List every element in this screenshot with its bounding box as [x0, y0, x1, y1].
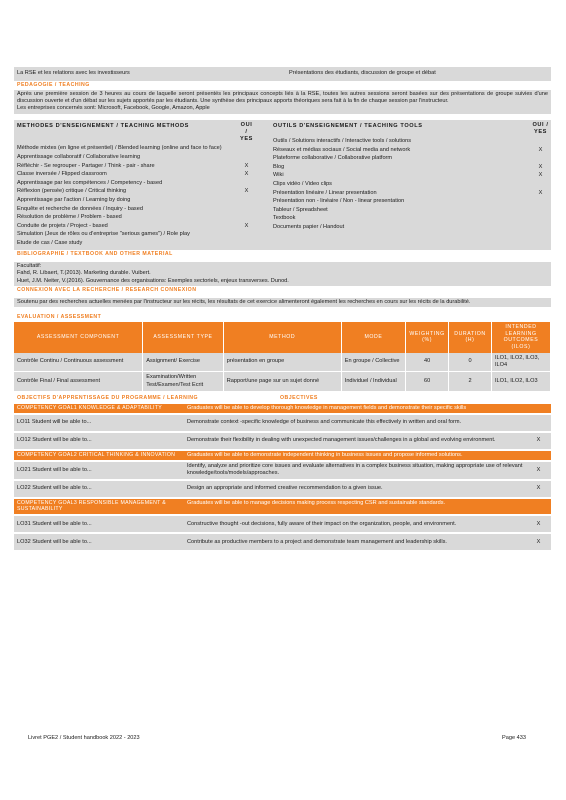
evaluation-column-header: ASSESSMENT COMPONENT [14, 322, 143, 353]
method-row-mark [239, 231, 254, 240]
method-row-mark [239, 145, 254, 154]
method-row-mark: X [244, 188, 249, 195]
evaluation-column-header: WEIGHTING (%) [406, 322, 449, 353]
tool-row-label: Textbook [273, 215, 296, 222]
method-row [14, 214, 254, 223]
evaluation-column-header: MODE [341, 322, 405, 353]
learning-outcome-row [14, 516, 551, 532]
learning-outcome-row [14, 534, 551, 550]
method-row-mark [239, 180, 254, 189]
method-row-label: Réflexion (pensée) critique / Critical thinking [17, 188, 127, 195]
competency-goal: COMPETENCY GOAL3 RESPONSIBLE MANAGEMENT & SUSTAINABILITY [17, 499, 167, 513]
evaluation-cell-duration: 0 [449, 353, 492, 372]
method-row-mark: X [244, 171, 249, 178]
tool-row-label: Plateforme collaborative / Collaborative platform [273, 155, 393, 162]
method-row-label: Etude de cas / Case study [17, 239, 83, 246]
evaluation-heading: EVALUATION / ASSESSMENT [17, 314, 102, 321]
evaluation-cell-method: présentation en groupe [223, 353, 341, 372]
evaluation-column-header: DURATION (H) [449, 322, 492, 353]
tool-row [270, 172, 551, 181]
evaluation-cell-weight: 40 [406, 353, 449, 372]
learning-outcome-code: LO12 Student will be able to... [17, 437, 92, 444]
tool-row-mark [530, 224, 551, 233]
tool-row-label: Outils / Solutions interactifs / Interactive tools / solutions [273, 138, 412, 145]
competency-goal: COMPETENCY GOAL2 CRITICAL THINKING & INNOVATION [17, 451, 176, 458]
tool-row [270, 224, 551, 233]
tool-row [270, 181, 551, 190]
objectives-label-right: OBJECTIVES [280, 394, 318, 401]
learning-outcome-text: Demonstrate their flexibility in dealing with unexpected management issues/challenges in a global and evolving environment. [187, 437, 496, 444]
learning-outcome-mark: X [536, 520, 541, 527]
competency-goal-row [14, 451, 551, 460]
tool-row-label: Clips vidéo / Video clips [273, 181, 332, 188]
tool-row-mark: X [538, 163, 543, 170]
tool-row [270, 190, 551, 199]
evaluation-column-header: METHOD [223, 322, 341, 353]
tool-row-mark [530, 215, 551, 224]
tool-row-mark [530, 181, 551, 190]
tool-row-label: Tableur / Spreadsheet [273, 206, 328, 213]
method-row-label: Simulation (Jeux de rôles ou d'entreprise "serious games") / Role play [17, 231, 190, 238]
tools-column [270, 122, 551, 249]
method-row-mark [239, 206, 254, 215]
method-row [14, 163, 254, 172]
research-heading: CONNEXION AVEC LA RECHERCHE / RESEARCH CONNEXION [17, 287, 197, 294]
learning-outcome-code: LO21 Student will be able to... [17, 466, 92, 473]
objectives-label: OBJECTIFS D'APPRENTISSAGE DU PROGRAMME / LEARNING [17, 394, 199, 401]
objectives-heading [14, 395, 551, 402]
methods-column [14, 122, 254, 249]
method-row-mark: X [244, 222, 249, 229]
evaluation-cell-duration: 2 [449, 372, 492, 392]
tools-list [270, 138, 551, 233]
method-row [14, 188, 254, 197]
tool-row [270, 155, 551, 164]
methods-list [14, 145, 254, 248]
method-row-label: Conduite de projets / Project - based [17, 222, 108, 229]
learning-outcome-text: Demonstrate context -specific knowledge of business and communicate this effectively in written and oral form. [187, 419, 462, 426]
footer-handbook: Livret PGE2 / Student handbook 2022 - 2023 [28, 735, 140, 741]
evaluation-row [14, 372, 551, 392]
learning-outcome-text: Design an appropriate and informed creative recommendation to a given issue. [187, 485, 383, 492]
method-row [14, 171, 254, 180]
method-row-mark [239, 214, 254, 223]
method-row-label: Méthode mixtes (en ligne et présentiel) / Blended learning (online and face to face) [17, 145, 222, 152]
method-row-mark [239, 240, 254, 249]
tool-row [270, 138, 551, 147]
bibliography-list [17, 270, 548, 285]
competency-goal: COMPETENCY GOAL1 KNOWLEDGE & ADAPTABILITY [17, 404, 162, 411]
methods-section [14, 120, 551, 251]
evaluation-cell-ilo: ILO1, ILO2, ILO3 [491, 372, 550, 392]
pedagogy-companies: Les entreprises concernés sont: Microsoft, Facebook, Google, Amazon, Apple [17, 105, 210, 112]
method-row-label: Apprentissage par l'action / Learning by doing [17, 196, 131, 203]
evaluation-column-header: INTENDED LEARNING OUTCOMES (ILOS) [491, 322, 550, 353]
tool-row-label: Réseaux et médias sociaux / Social media and network [273, 146, 411, 153]
method-row [14, 206, 254, 215]
evaluation-header-row [14, 322, 551, 353]
learning-outcome-code: LO11 Student will be able to... [17, 419, 92, 426]
learning-outcome-code: LO31 Student will be able to... [17, 520, 92, 527]
learning-outcome-text: Contribute as productive members to a project and demonstrate team management and leadership skills. [187, 538, 447, 545]
course-page [14, 67, 551, 550]
learning-outcome-code: LO22 Student will be able to... [17, 485, 92, 492]
course-title: La RSE et les relations avec les investisseurs [17, 70, 130, 77]
learning-outcome-text: Identify, analyze and prioritize core issues and evaluate alternatives in a complex business situation, making appropriate use of relevant knowledge/tools/models/approaches. [187, 463, 523, 477]
page-number: Page 433 [502, 735, 526, 741]
methods-yes-label: OUI / YES [240, 121, 253, 143]
tool-row-mark: X [538, 146, 543, 153]
method-row-mark [239, 154, 254, 163]
competency-goal-row [14, 404, 551, 413]
method-row-mark [239, 197, 254, 206]
evaluation-table [14, 322, 551, 392]
objectives-table [14, 404, 551, 551]
tool-row [270, 147, 551, 156]
tools-heading: OUTILS D'ENSEIGNEMENT / TEACHING TOOLS [273, 122, 423, 129]
method-row [14, 180, 254, 189]
course-format: Présentations des étudiants, discussion de groupe et débat [289, 70, 436, 77]
tool-row-label: Blog [273, 163, 285, 170]
tool-row-mark [530, 198, 551, 207]
evaluation-cell-type: Assignment/ Exercise [143, 353, 223, 372]
research-text: Soutenu par des recherches actuelles menées par l'instructeur sur les récits, les résultats de cet exercice alimenteront également les recherches en cours sur les récits de la durabilité. [14, 298, 551, 307]
evaluation-cell-ilo: ILO1, ILO2, ILO3, ILO4 [491, 353, 550, 372]
tool-row [270, 207, 551, 216]
method-row [14, 231, 254, 240]
tools-yes-label: OUI / YES [532, 121, 549, 135]
tool-row [270, 164, 551, 173]
tool-row-label: Documents papier / Handout [273, 224, 345, 231]
course-header [14, 67, 551, 81]
tool-row-mark [530, 155, 551, 164]
tool-row-mark: X [538, 172, 543, 179]
learning-outcome-mark: X [536, 437, 541, 444]
method-row-label: Réfléchir - Se regrouper - Partager / Think - pair - share [17, 162, 155, 169]
method-row-mark: X [244, 162, 249, 169]
competency-goal-row [14, 499, 551, 515]
learning-outcome-row [14, 415, 551, 431]
bibliography-heading: BIBLIOGRAPHIE / TEXTBOOK AND OTHER MATERIAL [17, 251, 173, 258]
evaluation-cell-component: Contrôle Continu / Continuous assessment [14, 353, 143, 372]
tool-row-label: Wiki [273, 172, 284, 179]
learning-outcome-row [14, 481, 551, 497]
method-row-label: Apprentissage par les compétences / Competency - based [17, 179, 163, 186]
method-row-label: Apprentissage collaboratif / Collaborative learning [17, 153, 141, 160]
method-row-label: Enquête et recherche de données / Inquiry - based [17, 205, 143, 212]
bibliography-label: Facultatif: [17, 263, 42, 270]
evaluation-column-header: ASSESSMENT TYPE [143, 322, 223, 353]
evaluation-cell-component: Contrôle Final / Final assessment [14, 372, 143, 392]
method-row [14, 240, 254, 249]
method-row [14, 197, 254, 206]
learning-outcome-row [14, 462, 551, 479]
method-row [14, 154, 254, 163]
method-row-label: Résolution de problème / Problem - based [17, 214, 122, 221]
competency-statement: Graduates will be able to develop thorough knowledge in management fields and demonstrate their specific skills [187, 404, 467, 411]
evaluation-cell-method: Rapport/une page sur un sujet donné [223, 372, 341, 392]
evaluation-cell-weight: 60 [406, 372, 449, 392]
methods-heading: METHODES D'ENSEIGNEMENT / TEACHING METHODS [17, 122, 189, 129]
tool-row-label: Présentation non - linéaire / Non - linear presentation [273, 198, 405, 205]
bibliography-section [14, 262, 551, 286]
method-row [14, 145, 254, 154]
method-row-label: Classe inversée / Flipped classroom [17, 171, 107, 178]
learning-outcome-mark [526, 422, 551, 424]
learning-outcome-mark: X [536, 485, 541, 492]
evaluation-cell-mode: En groupe / Collective [341, 353, 405, 372]
bibliography-entry: Fahd, R. Libaert, T.(2013). Marketing durable. Vuibert. [17, 270, 151, 277]
tool-row-mark [530, 207, 551, 216]
learning-outcome-mark: X [536, 466, 541, 473]
tool-row [270, 215, 551, 224]
method-row [14, 223, 254, 232]
tool-row-mark: X [538, 189, 543, 196]
learning-outcome-row [14, 433, 551, 449]
tool-row-mark [530, 138, 551, 147]
page-footer [28, 735, 526, 742]
evaluation-cell-type: Examination/Written Test/Examen/Test Ecrit [143, 372, 223, 392]
tool-row [270, 198, 551, 207]
learning-outcome-code: LO32 Student will be able to... [17, 538, 92, 545]
pedagogy-section [14, 90, 551, 114]
pedagogy-text: Après une première session de 3 heures au cours de laquelle seront présentés les principaux concepts liés à la RSE, toutes les autres sessions seront basées sur des présentations de groupe suivies d'une discussion ouverte et d'un débat sur les sujets apportés par les étudiants. Une synthèse des principaux apports théoriques sera fait à la fin de chaque session par l'instructeur. [17, 90, 548, 105]
tool-row-label: Présentation linéaire / Linear presentation [273, 189, 377, 196]
competency-statement: Graduates will be able to demonstrate independent thinking in business issues and propose informed solutions. [187, 451, 463, 458]
bibliography-entry: Huet, J.M. Neiter, V.(2016). Gouvernance des organisations: Exemples sectoriels, enjeux transverses. Dunod. [17, 277, 289, 284]
pedagogy-heading: PEDAGOGIE / TEACHING [17, 82, 90, 88]
competency-statement: Graduates will be able to manage decisions making process respecting CSR and sustainable standards. [187, 499, 446, 506]
learning-outcome-mark: X [536, 538, 541, 545]
evaluation-cell-mode: Individuel / Individual [341, 372, 405, 392]
evaluation-row [14, 353, 551, 372]
learning-outcome-text: Constructive thought -out decisions, fully aware of their impact on the organization, people, and environment. [187, 520, 457, 527]
